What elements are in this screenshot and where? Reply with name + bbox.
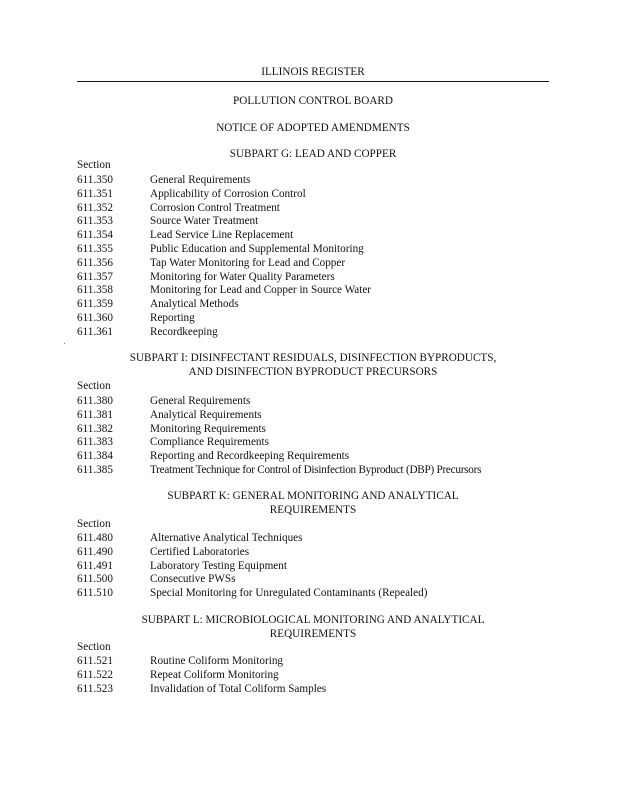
list-item (77, 532, 549, 546)
section-number: 611.381 (77, 408, 113, 421)
list-item (77, 174, 549, 188)
list-item (77, 312, 549, 326)
section-number: 611.380 (77, 395, 113, 407)
section-number: 611.361 (77, 325, 113, 338)
heading-line: SUBPART I: DISINFECTANT RESIDUALS, DISINFECTION BYPRODUCTS, (129, 352, 497, 364)
heading-line: AND DISINFECTION BYPRODUCT PRECURSORS (188, 365, 438, 378)
section-number: 611.521 (77, 655, 113, 667)
section-number: 611.510 (77, 587, 113, 600)
section-title: Special Monitoring for Unregulated Contaminants (Repealed) (150, 587, 428, 600)
list-item (77, 655, 549, 669)
list-item (77, 257, 549, 271)
subpart-l-heading (77, 614, 549, 642)
section-number: 611.384 (77, 450, 113, 463)
section-number: 611.385 (77, 463, 113, 476)
section-label: Section (77, 159, 111, 171)
scan-speck (64, 343, 65, 344)
heading-line: REQUIREMENTS (269, 503, 357, 516)
section-title: Reporting (150, 311, 195, 324)
section-number: 611.353 (77, 215, 113, 228)
section-number: 611.355 (77, 242, 113, 255)
section-number: 611.383 (77, 436, 113, 449)
list-item (77, 669, 549, 683)
section-title: General Requirements (150, 174, 251, 186)
subpart-g-heading: SUBPART G: LEAD AND COPPER (229, 148, 397, 160)
section-title: Recordkeeping (150, 325, 218, 338)
section-number: 611.358 (77, 284, 113, 297)
subpart-g-list (77, 174, 549, 340)
section-number: 611.523 (77, 682, 113, 695)
section-title: Reporting and Recordkeeping Requirements (150, 450, 350, 463)
section-label: Section (77, 641, 111, 653)
section-title: Lead Service Line Replacement (150, 229, 294, 242)
section-number: 611.490 (77, 545, 113, 558)
section-title: Monitoring for Water Quality Parameters (150, 270, 335, 283)
section-number: 611.500 (77, 573, 113, 586)
register-header: ILLINOIS REGISTER (77, 66, 549, 82)
list-item (77, 546, 549, 560)
section-title: Compliance Requirements (150, 436, 269, 449)
section-number: 611.382 (77, 422, 113, 435)
section-title: Laboratory Testing Equipment (150, 559, 287, 572)
section-title: Monitoring Requirements (150, 422, 266, 435)
list-item (77, 229, 549, 243)
heading-line: SUBPART L: MICROBIOLOGICAL MONITORING AND ANALYTICAL (141, 614, 485, 626)
section-title: Tap Water Monitoring for Lead and Copper (150, 256, 346, 269)
section-number: 611.360 (77, 311, 113, 324)
section-title: Routine Coliform Monitoring (150, 655, 284, 667)
section-title: Invalidation of Total Coliform Samples (150, 682, 327, 695)
heading-line: SUBPART K: GENERAL MONITORING AND ANALYTICAL (167, 490, 459, 502)
section-title: Monitoring for Lead and Copper in Source Water (150, 284, 372, 297)
list-item (77, 271, 549, 285)
section-title: Consecutive PWSs (150, 573, 236, 586)
list-item (77, 683, 549, 697)
list-item (77, 450, 549, 464)
section-title: Source Water Treatment (150, 215, 259, 228)
section-number: 611.352 (77, 201, 113, 214)
section-title: General Requirements (150, 395, 251, 407)
list-item (77, 395, 549, 409)
section-title: Applicability of Corrosion Control (150, 187, 306, 200)
section-number: 611.522 (77, 668, 113, 681)
subpart-k-list (77, 532, 549, 601)
list-item (77, 326, 549, 340)
section-title: Treatment Technique for Control of Disinfection Byproduct (DBP) Precursors (150, 463, 482, 476)
subpart-k-heading (77, 490, 549, 518)
list-item (77, 587, 549, 601)
section-title: Analytical Requirements (150, 408, 262, 421)
section-number: 611.350 (77, 174, 113, 186)
subpart-l-list (77, 655, 549, 696)
board-name: POLLUTION CONTROL BOARD (233, 95, 393, 107)
heading-line: REQUIREMENTS (269, 627, 357, 640)
section-title: Analytical Methods (150, 298, 239, 311)
list-item (77, 202, 549, 216)
section-number: 611.351 (77, 187, 113, 200)
section-number: 611.491 (77, 559, 113, 572)
list-item (77, 284, 549, 298)
list-item (77, 243, 549, 257)
subpart-i-heading (77, 352, 549, 380)
list-item (77, 573, 549, 587)
section-label: Section (77, 518, 111, 530)
section-title: Repeat Coliform Monitoring (150, 668, 279, 681)
subpart-i-list (77, 395, 549, 478)
list-item (77, 436, 549, 450)
section-title: Public Education and Supplemental Monitoring (150, 242, 364, 255)
list-item (77, 298, 549, 312)
section-number: 611.357 (77, 270, 113, 283)
section-title: Alternative Analytical Techniques (150, 532, 303, 544)
section-number: 611.354 (77, 229, 113, 242)
list-item (77, 423, 549, 437)
list-item (77, 409, 549, 423)
section-number: 611.356 (77, 256, 113, 269)
section-number: 611.480 (77, 532, 113, 544)
list-item (77, 188, 549, 202)
notice-title: NOTICE OF ADOPTED AMENDMENTS (216, 122, 410, 134)
section-label: Section (77, 380, 111, 392)
section-title: Certified Laboratories (150, 545, 250, 558)
section-title: Corrosion Control Treatment (150, 201, 280, 214)
list-item (77, 215, 549, 229)
list-item (77, 464, 549, 478)
list-item (77, 560, 549, 574)
section-number: 611.359 (77, 298, 113, 311)
